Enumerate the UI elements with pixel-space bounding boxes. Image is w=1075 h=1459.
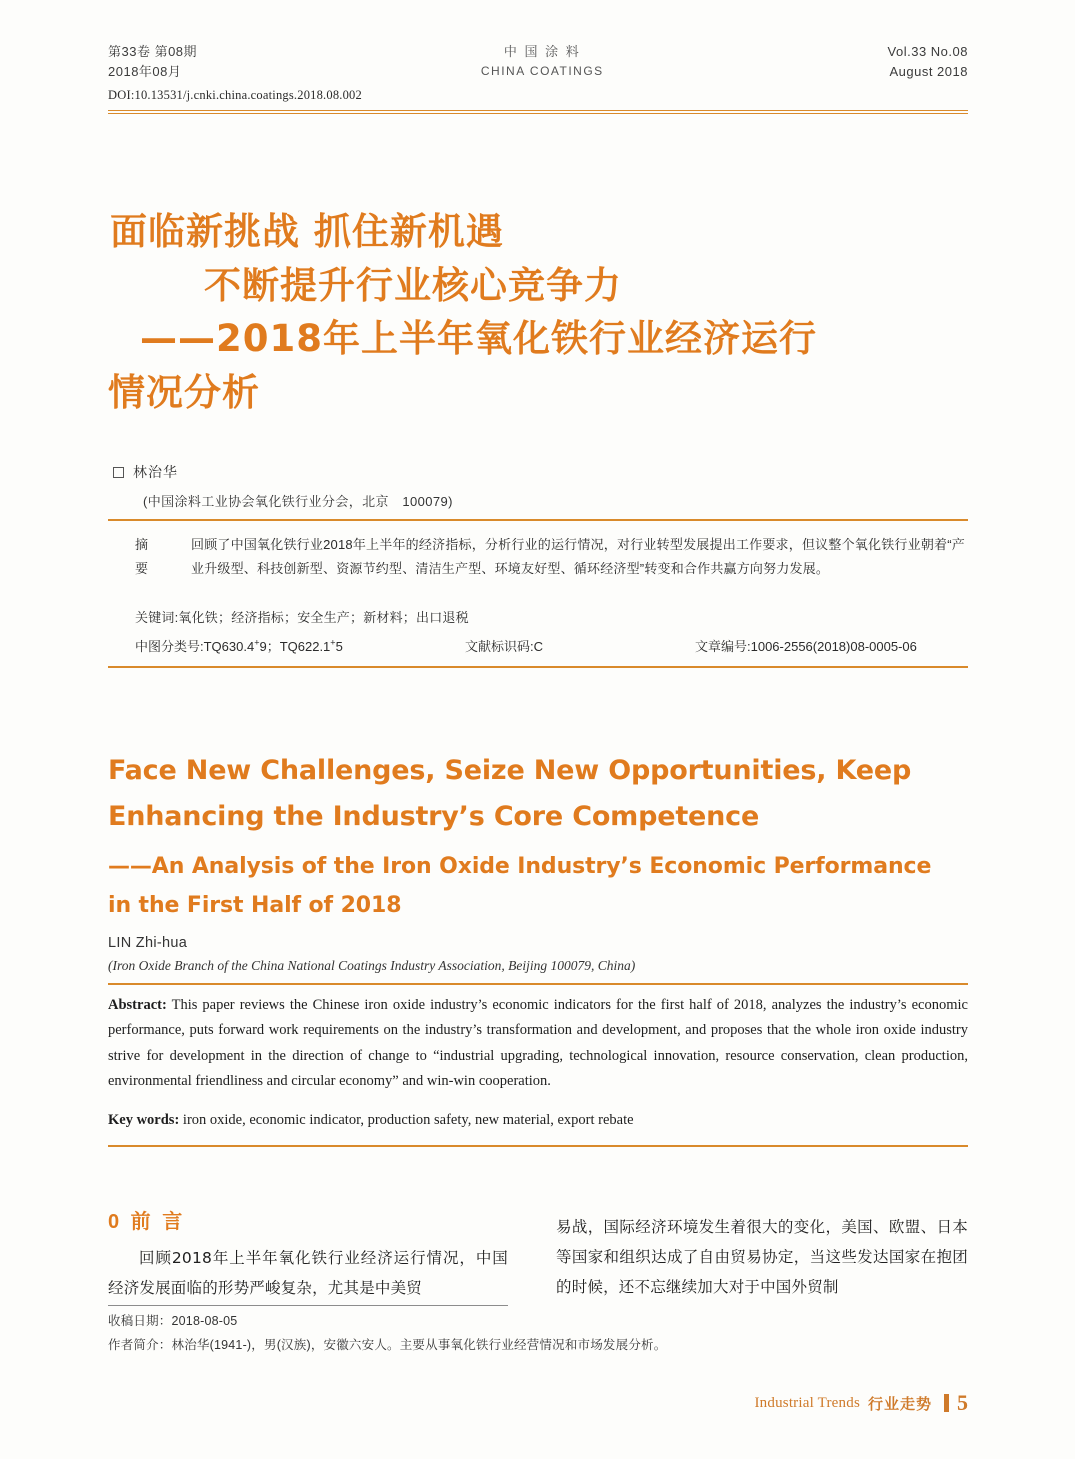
document-code: 文献标识码:C: [465, 639, 544, 654]
author-name-en: LIN Zhi-hua: [108, 935, 188, 951]
affiliation-en: (Iron Oxide Branch of the China National Coatings Industry Association, Beijing 100079, China): [108, 958, 636, 973]
title-en-line1: Face New Challenges, Seize New Opportunities, Keep: [108, 755, 912, 786]
title-zh: [108, 205, 988, 420]
page-header: [108, 42, 968, 82]
abstract-en: [108, 993, 968, 1095]
footer-bar-icon: [944, 1394, 949, 1412]
keywords-en: [108, 1112, 968, 1129]
author-name-zh-row: [113, 462, 973, 482]
clc-sup1: +: [254, 637, 260, 648]
article-id: 文章编号:1006-2556(2018)08-0005-06: [695, 639, 917, 654]
journal-title-en: CHINA COATINGS: [480, 64, 604, 79]
received-date: 收稿日期：2018-08-05: [108, 1314, 238, 1328]
title-zh-line3: ——2018年上半年氧化铁行业经济运行: [140, 317, 817, 361]
keywords-en-label: Key words:: [108, 1112, 180, 1128]
volume-issue-en: Vol.33 No.08: [887, 44, 968, 59]
title-zh-line2: 不断提升行业核心竞争力: [204, 263, 622, 307]
square-bullet-icon: [113, 467, 124, 478]
footnotes: [108, 1310, 808, 1358]
keywords-en-text: iron oxide, economic indicator, production safety, new material, export rebate: [179, 1112, 634, 1128]
title-zh-line1: 面临新挑战 抓住新机遇: [110, 210, 504, 253]
body-column-left: [108, 1243, 508, 1303]
abstract-en-rule-bottom: [108, 1145, 968, 1147]
footnote-rule: [108, 1305, 508, 1306]
doi-text: DOI:10.13531/j.cnki.china.coatings.2018.08.002: [108, 88, 362, 102]
footer-section-zh: 行业走势: [867, 1395, 932, 1413]
abstract-en-text: This paper reviews the Chinese iron oxide industry’s economic indicators for the first half of 2018, analyzes the industry’s economic performance, puts forward work requirements on the industry’s transformation and development, and proposes that the whole iron oxide industry strive for development in the direction of change to “industrial upgrading, technological innovation, resource conservation, clean production, environmental friendliness and circular economy” and win-win cooperation.: [108, 997, 968, 1090]
header-center: [481, 42, 604, 81]
affiliation-zh: (中国涂料工业协会氧化铁行业分会，北京 100079): [143, 494, 453, 509]
body-column-right: [556, 1212, 968, 1303]
abstract-en-rule-top: [108, 983, 968, 985]
header-right: [888, 42, 968, 82]
title-zh-line4: 情况分析: [108, 370, 260, 414]
abstract-rule-top: [108, 519, 968, 521]
clc-number-part2: 9；TQ622.1: [259, 639, 331, 654]
abstract-rule-bottom: [108, 666, 968, 668]
keywords-zh: 关键词:氧化铁；经济指标；安全生产；新材料；出口退税: [135, 610, 469, 625]
clc-number-part1: 中图分类号:TQ630.4: [135, 639, 255, 654]
page-footer: [754, 1392, 968, 1414]
header-rule-secondary: [108, 113, 968, 114]
clc-number: [135, 636, 465, 655]
subtitle-en-line2: in the First Half of 2018: [108, 893, 402, 919]
abstract-zh-text: 回顾了中国氧化铁行业2018年上半年的经济指标，分析行业的运行情况，对行业转型发展提出工作要求，但议整个氧化铁行业朝着“产业升级型、科技创新型、资源节约型、清洁生产型、环境友好型、循环经济型”转变和合作共赢方向努力发展。: [191, 537, 965, 577]
header-left: [108, 42, 197, 82]
clc-number-part3: 5: [335, 639, 343, 654]
subtitle-en-line1: ——An Analysis of the Iron Oxide Industry’s Economic Performance: [108, 854, 932, 879]
abstract-en-label: Abstract:: [108, 997, 167, 1013]
clc-sup2: +: [330, 637, 336, 648]
title-en-line2: Enhancing the Industry’s Core Competence: [108, 801, 760, 833]
section-heading: 0 前 言: [108, 1211, 186, 1233]
page-number: 5: [957, 1390, 968, 1415]
body-paragraph-left: 回顾2018年上半年氧化铁行业经济运行情况，中国经济发展面临的形势严峻复杂，尤其是中美贸: [108, 1249, 508, 1298]
footer-section-en: Industrial Trends: [754, 1394, 860, 1411]
issue-date-en: August 2018: [889, 64, 968, 80]
classification-row: [135, 636, 965, 655]
body-paragraph-right: 易战，国际经济环境发生着很大的变化，美国、欧盟、日本等国家和组织达成了自由贸易协定，当这些发达国家在抱团的时候，还不忘继续加大对于中国外贸制: [556, 1218, 968, 1297]
volume-issue: 第33卷 第08期: [108, 44, 198, 59]
subtitle-en: [108, 847, 988, 925]
abstract-zh: [135, 533, 965, 581]
author-name-zh: 林治华: [133, 464, 178, 480]
title-en: [108, 748, 988, 841]
journal-title-zh: 中 国 涂 料: [503, 44, 581, 59]
abstract-zh-label: 摘 要: [135, 537, 174, 577]
issue-date-zh: 2018年08月: [108, 64, 182, 80]
header-rule: [108, 110, 968, 111]
author-bio: 作者简介：林治华(1941-)，男(汉族)，安徽六安人。主要从事氧化铁行业经营情况和市场发展分析。: [108, 1337, 667, 1352]
author-block-zh: [113, 462, 973, 510]
